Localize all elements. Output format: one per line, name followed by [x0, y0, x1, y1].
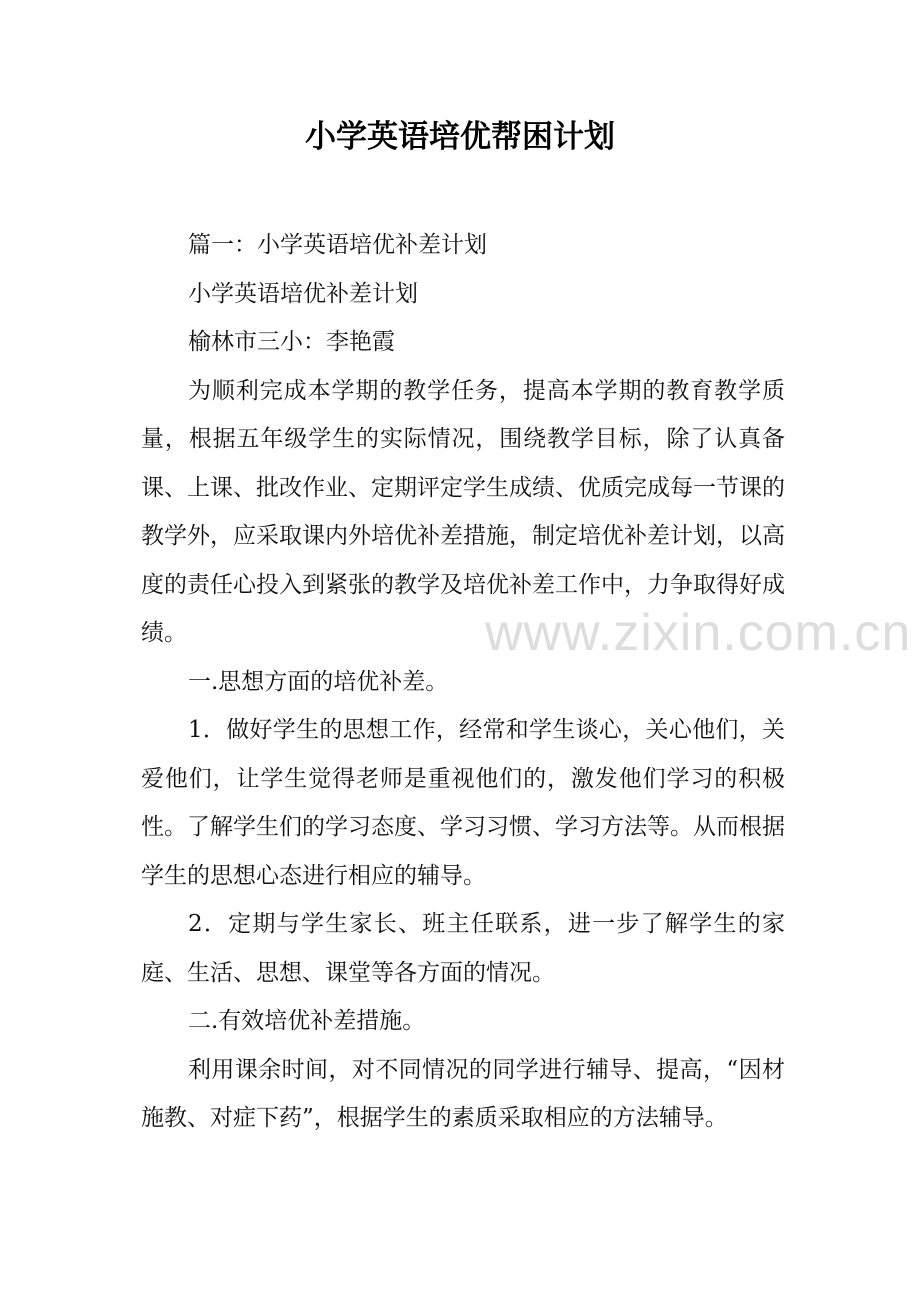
section-heading: 篇一：小学英语培优补差计划 — [188, 232, 487, 258]
measures-paragraph: 利用课余时间，对不同情况的同学进行辅导、提高，“因材施教、对症下药”，根据学生的素质采取相应的方法辅导。 — [141, 1056, 785, 1131]
document-title: 小学英语培优帮困计划 — [305, 119, 615, 155]
watermark: www.zixin.com.cn — [485, 604, 912, 662]
document-body — [141, 221, 785, 1143]
intro-paragraph: 为顺利完成本学期的教学任务，提高本学期的教育教学质量，根据五年级学生的实际情况，围绕教学目标，除了认真备课、上课、批改作业、定期评定学生成绩、优质完成每一节课的教学外，应采取课内外培优补差措施，制定培优补差计划，以高度的责任心投入到紧张的教学及培优补差工作中，力争取得好成绩。 — [141, 377, 785, 646]
heading-thought: 一.思想方面的培优补差。 — [188, 668, 449, 695]
plan-title: 小学英语培优补差计划 — [188, 280, 418, 307]
author-line: 榆林市三小：李艳霞 — [188, 329, 395, 355]
item-1-paragraph: 1．做好学生的思想工作，经常和学生谈心，关心他们，关爱他们，让学生觉得老师是重视他们的，激发他们学习的积极性。了解学生们的学习态度、学习习惯、学习方法等。从而根据学生的思想心态进行相应的辅导。 — [141, 717, 785, 889]
item-2-paragraph: 2．定期与学生家长、班主任联系，进一步了解学生的家庭、生活、思想、课堂等各方面的情况。 — [141, 911, 785, 986]
heading-measures: 二.有效培优补差措施。 — [188, 1008, 426, 1034]
